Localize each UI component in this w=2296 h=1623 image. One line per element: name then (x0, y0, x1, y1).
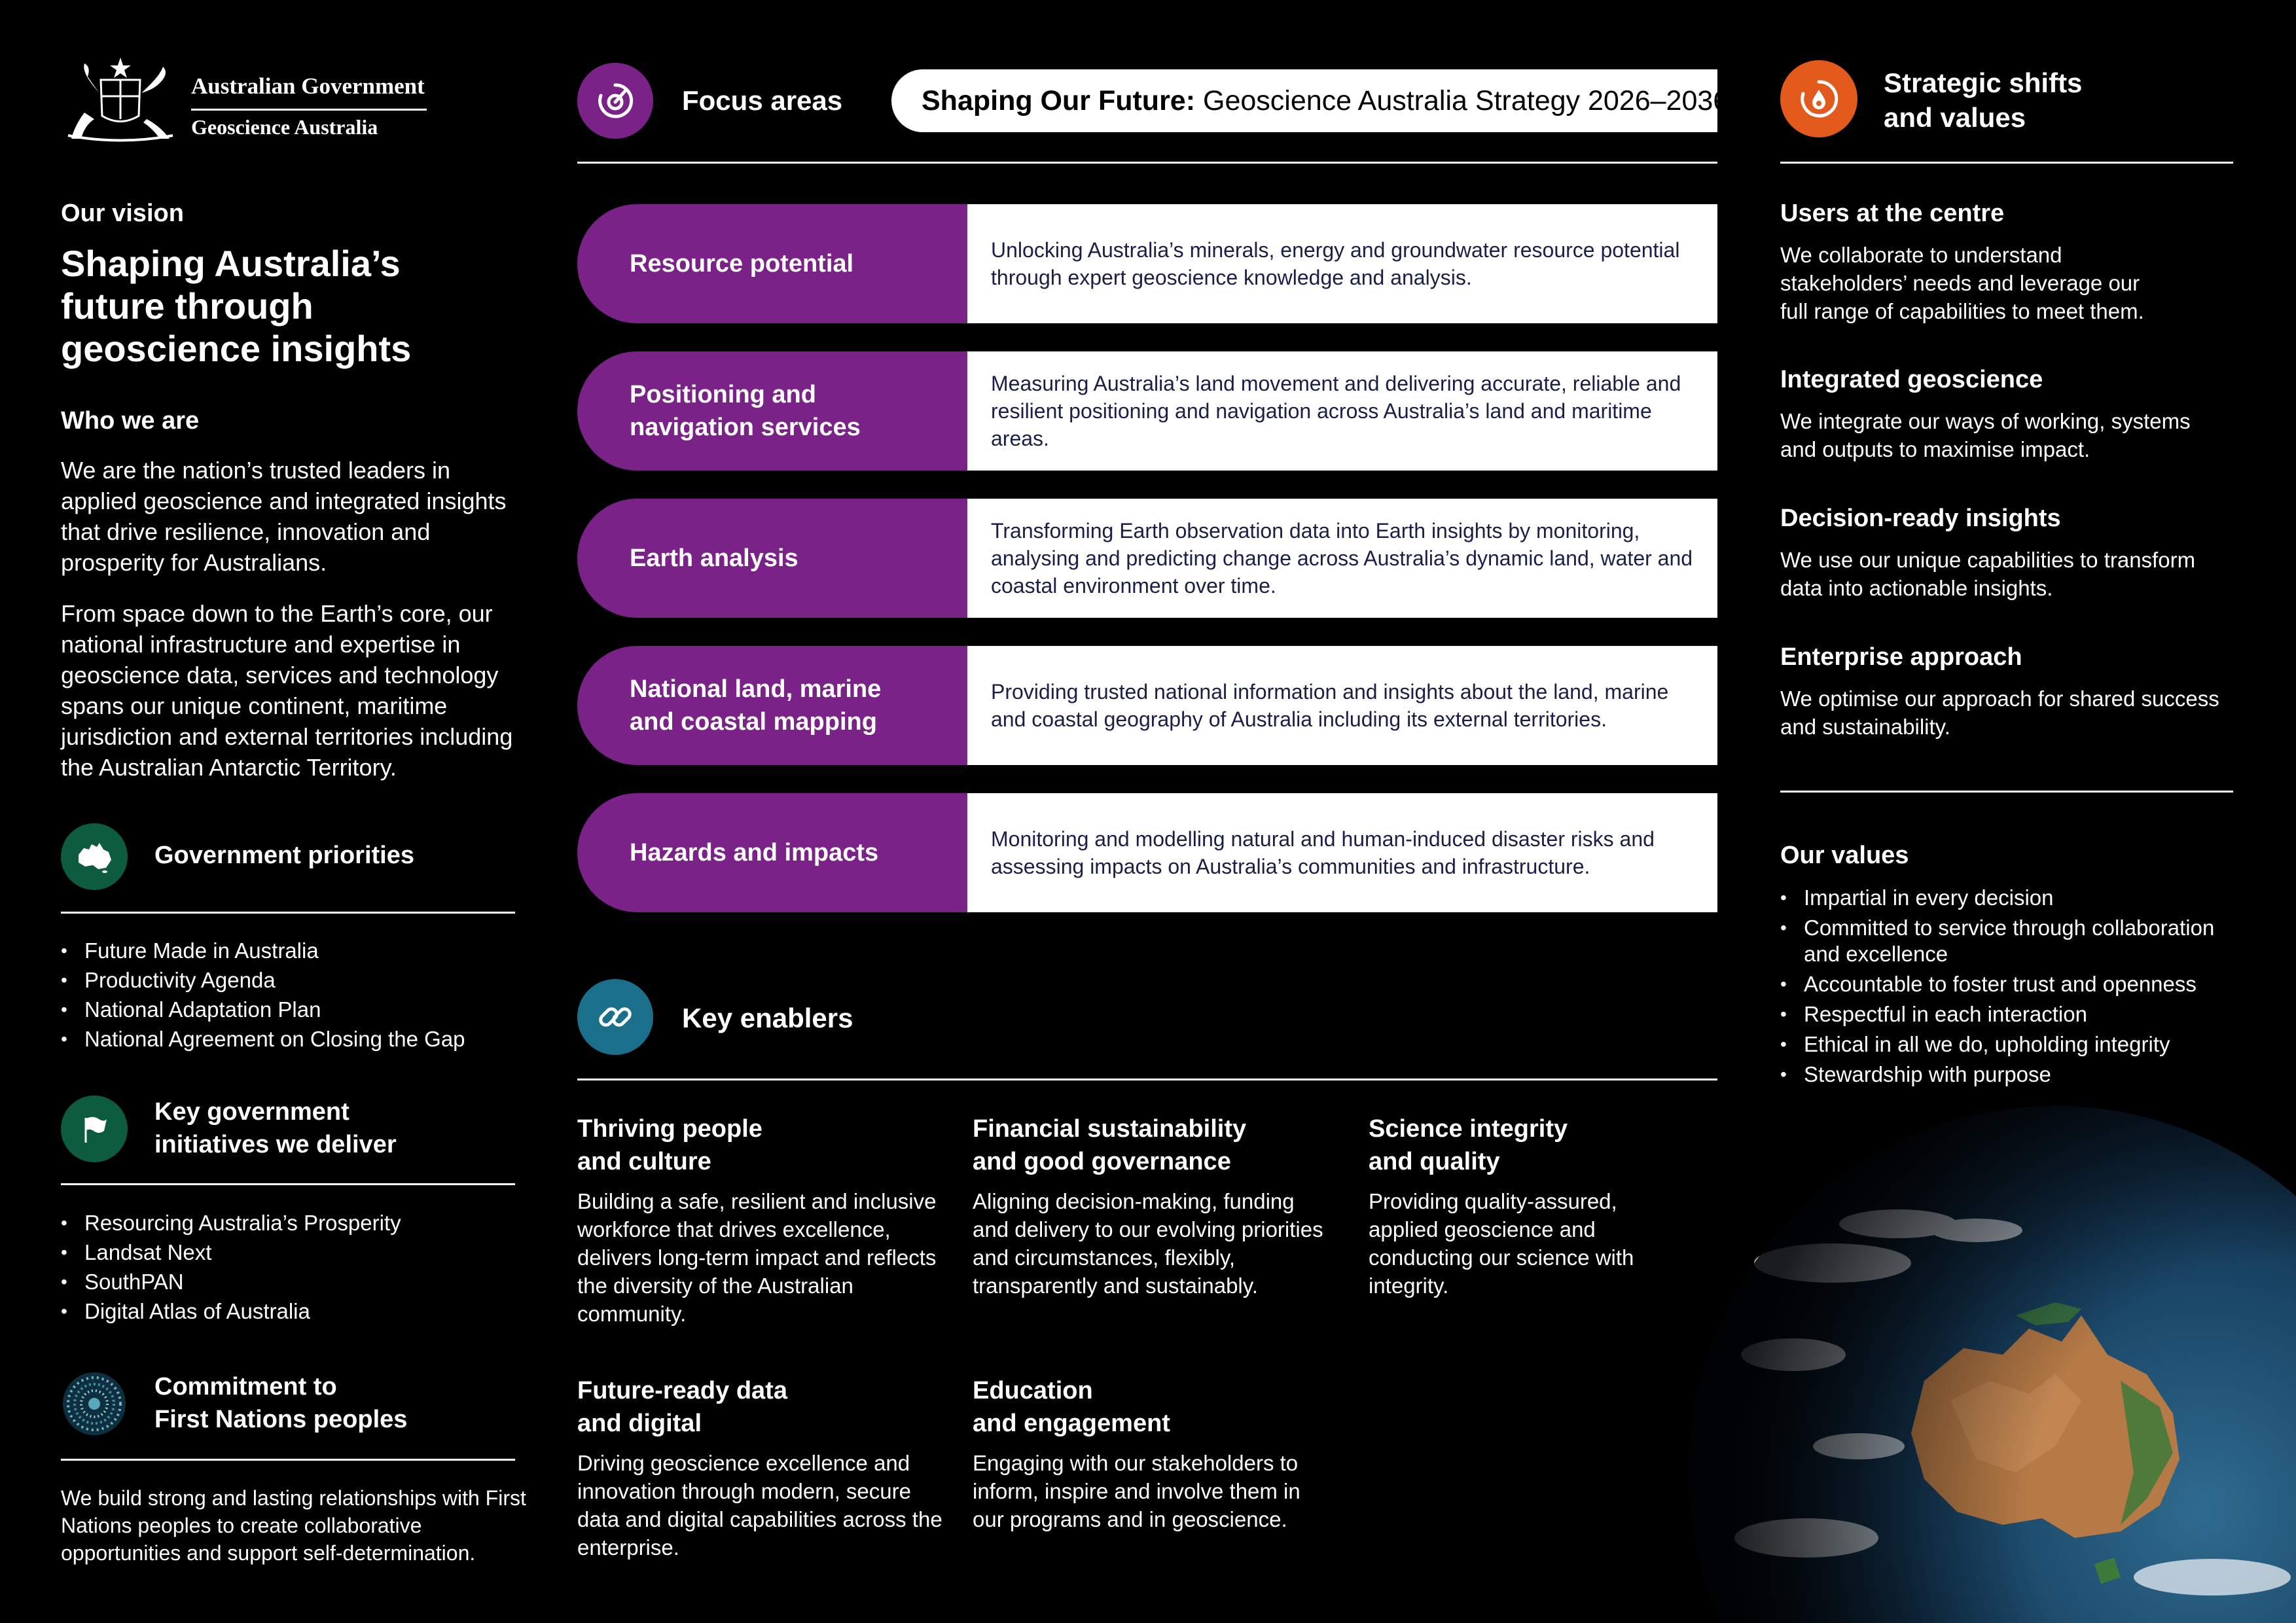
shift-item (1780, 503, 2251, 602)
values-title: Our values (1780, 842, 1909, 869)
key-enablers-divider (577, 1079, 1717, 1080)
enabler-title (973, 1374, 1313, 1440)
values-list (1780, 885, 2232, 1092)
enabler-title-line-2: and digital (577, 1410, 702, 1437)
list-item: • Ethical in all we do, upholding integrity (1780, 1031, 2232, 1058)
enabler-title-line-1: Thriving people (577, 1115, 762, 1143)
shift-item (1780, 198, 2251, 325)
list-item: • National Adaptation Plan (61, 995, 519, 1024)
first-nations-title-line-2: First Nations peoples (154, 1406, 408, 1433)
focus-areas-divider (577, 162, 1717, 164)
focus-row (577, 646, 1717, 765)
gov-initiatives-title-line-1: Key government (154, 1098, 350, 1126)
enabler-body: Engaging with our stakeholders to inform, inspire and involve them in our programs and in geoscience. (973, 1451, 1300, 1531)
strategic-shifts-divider (1780, 162, 2233, 164)
flag-icon (61, 1096, 128, 1162)
focus-areas-title: Focus areas (682, 85, 843, 116)
focus-area-desc: Providing trusted national information and insights about the land, marine and coastal geography of Australia including its external territories. (967, 646, 1717, 765)
shift-body: We use our unique capabilities to transform data into actionable insights. (1780, 548, 2196, 600)
enabler-item (973, 1374, 1313, 1533)
vision-heading: Shaping Australia’s future through geoscience insights (61, 243, 412, 369)
first-nations-divider (61, 1459, 515, 1461)
vision-label: Our vision (61, 200, 184, 227)
enabler-body: Providing quality-assured, applied geoscience and conducting our science with integrity. (1369, 1189, 1634, 1298)
shift-title: Decision-ready insights (1780, 505, 2061, 532)
target-icon (577, 63, 653, 139)
list-item: • Accountable to foster trust and openness (1780, 971, 2232, 997)
enabler-item (973, 1113, 1326, 1300)
enabler-body: Aligning decision-making, funding and delivery to our evolving priorities and circumstances, flexibly, transparently and sustainably. (973, 1189, 1323, 1298)
shift-body: We collaborate to understand stakeholders’ needs and leverage our full range of capabilities to meet them. (1780, 243, 2144, 323)
focus-area-desc: Unlocking Australia’s minerals, energy and groundwater resource potential through expert geoscience knowledge and analysis. (967, 204, 1717, 323)
strategic-shifts-title (1884, 65, 2082, 135)
strategy-banner-text: Geoscience Australia Strategy 2026–2036 (1195, 84, 1729, 116)
shift-body: We optimise our approach for shared success and sustainability. (1780, 687, 2219, 739)
focus-area-name: Resource potential (577, 204, 967, 323)
focus-area-name: Hazards and impacts (577, 793, 967, 912)
gov-priorities-divider (61, 912, 515, 914)
strategy-banner (891, 69, 1729, 132)
enabler-title-line-2: and engagement (973, 1410, 1170, 1437)
first-nations-title-line-1: Commitment to (154, 1373, 337, 1400)
gov-initiatives-title-line-2: initiatives we deliver (154, 1131, 397, 1158)
dot-art-icon (61, 1370, 128, 1437)
shift-item (1780, 641, 2251, 741)
focus-area-desc: Measuring Australia’s land movement and delivering accurate, reliable and resilient positioning and navigation across Australia’s land and maritime areas. (967, 351, 1717, 471)
shift-title: Enterprise approach (1780, 643, 2022, 671)
strategic-shifts-title-line-2: and values (1884, 102, 2026, 133)
strategy-banner-bold: Shaping Our Future: (922, 84, 1196, 116)
enabler-body: Building a safe, resilient and inclusive workforce that drives excellence, delivers long-term impact and reflects the diversity of the Australian community. (577, 1189, 937, 1326)
government-crest-logo (55, 54, 186, 145)
logo-divider (191, 109, 427, 111)
list-item: • Respectful in each interaction (1780, 1001, 2232, 1027)
who-we-are-para-1: We are the nation’s trusted leaders in applied geoscience and integrated insights that drive resilience, innovation and prosperity for Australians. (61, 457, 507, 576)
enabler-title-line-1: Future-ready data (577, 1377, 787, 1404)
gov-initiatives-list (61, 1208, 519, 1326)
focus-row (577, 793, 1717, 912)
earth-globe-image (1558, 1106, 2296, 1623)
list-item: • Impartial in every decision (1780, 885, 2232, 911)
gov-priorities-title: Government priorities (154, 842, 414, 869)
enabler-item (577, 1374, 944, 1561)
shift-body: We integrate our ways of working, systems and outputs to maximise impact. (1780, 409, 2191, 461)
first-nations-body: We build strong and lasting relationships with First Nations peoples to create collaborative opportunities and support self-determination. (61, 1486, 526, 1565)
focus-row (577, 351, 1717, 471)
enabler-title-line-2: and good governance (973, 1148, 1231, 1175)
enabler-title-line-2: and culture (577, 1148, 711, 1175)
focus-area-name: Positioning and navigation services (577, 351, 967, 471)
focus-area-desc: Monitoring and modelling natural and human-induced disaster risks and assessing impacts on Australia’s communities and infrastructure. (967, 793, 1717, 912)
focus-row (577, 499, 1717, 618)
values-divider (1780, 791, 2233, 793)
list-item: • Future Made in Australia (61, 936, 519, 965)
list-item: • Resourcing Australia’s Prosperity (61, 1208, 519, 1238)
enabler-title (973, 1113, 1326, 1178)
first-nations-title (154, 1370, 407, 1436)
who-we-are-para-2: From space down to the Earth’s core, our national infrastructure and expertise in geoscience data, services and technology spans our unique continent, maritime jurisdiction and external territories including the Australian Antarctic Territory. (61, 600, 513, 781)
enabler-title (577, 1374, 944, 1440)
australia-map-icon (61, 823, 128, 890)
key-enablers-title: Key enablers (682, 1003, 853, 1033)
logo-line-1: Australian Government (191, 73, 425, 99)
focus-area-name: National land, marine and coastal mapping (577, 646, 967, 765)
strategic-shifts-title-line-1: Strategic shifts (1884, 67, 2083, 98)
enabler-title (577, 1113, 944, 1178)
enabler-title-line-1: Science integrity (1369, 1115, 1568, 1143)
shift-title: Users at the centre (1780, 200, 2005, 227)
list-item: • Stewardship with purpose (1780, 1061, 2232, 1088)
list-item: • Landsat Next (61, 1238, 519, 1267)
gov-initiatives-title (154, 1096, 397, 1161)
gov-priorities-list (61, 936, 519, 1054)
list-item: • Productivity Agenda (61, 965, 519, 995)
enabler-title-line-2: and quality (1369, 1148, 1500, 1175)
enabler-item (577, 1113, 944, 1328)
focus-area-name: Earth analysis (577, 499, 967, 618)
list-item: • SouthPAN (61, 1267, 519, 1296)
shift-item (1780, 364, 2251, 463)
enabler-title-line-1: Financial sustainability (973, 1115, 1247, 1143)
logo-line-2: Geoscience Australia (191, 115, 378, 139)
enabler-title-line-1: Education (973, 1377, 1093, 1404)
link-icon (577, 979, 653, 1055)
focus-area-desc: Transforming Earth observation data into Earth insights by monitoring, analysing and predicting change across Australia’s dynamic land, water and coastal environment over time. (967, 499, 1717, 618)
shift-icon (1780, 60, 1857, 137)
list-item: • Committed to service through collaboration and excellence (1780, 915, 2232, 967)
gov-initiatives-divider (61, 1183, 515, 1185)
enabler-body: Driving geoscience excellence and innovation through modern, secure data and digital capabilities across the enterprise. (577, 1451, 942, 1560)
who-we-are-label: Who we are (61, 407, 200, 435)
list-item: • National Agreement on Closing the Gap (61, 1024, 519, 1054)
list-item: • Digital Atlas of Australia (61, 1296, 519, 1326)
focus-row (577, 204, 1717, 323)
shift-title: Integrated geoscience (1780, 366, 2043, 393)
